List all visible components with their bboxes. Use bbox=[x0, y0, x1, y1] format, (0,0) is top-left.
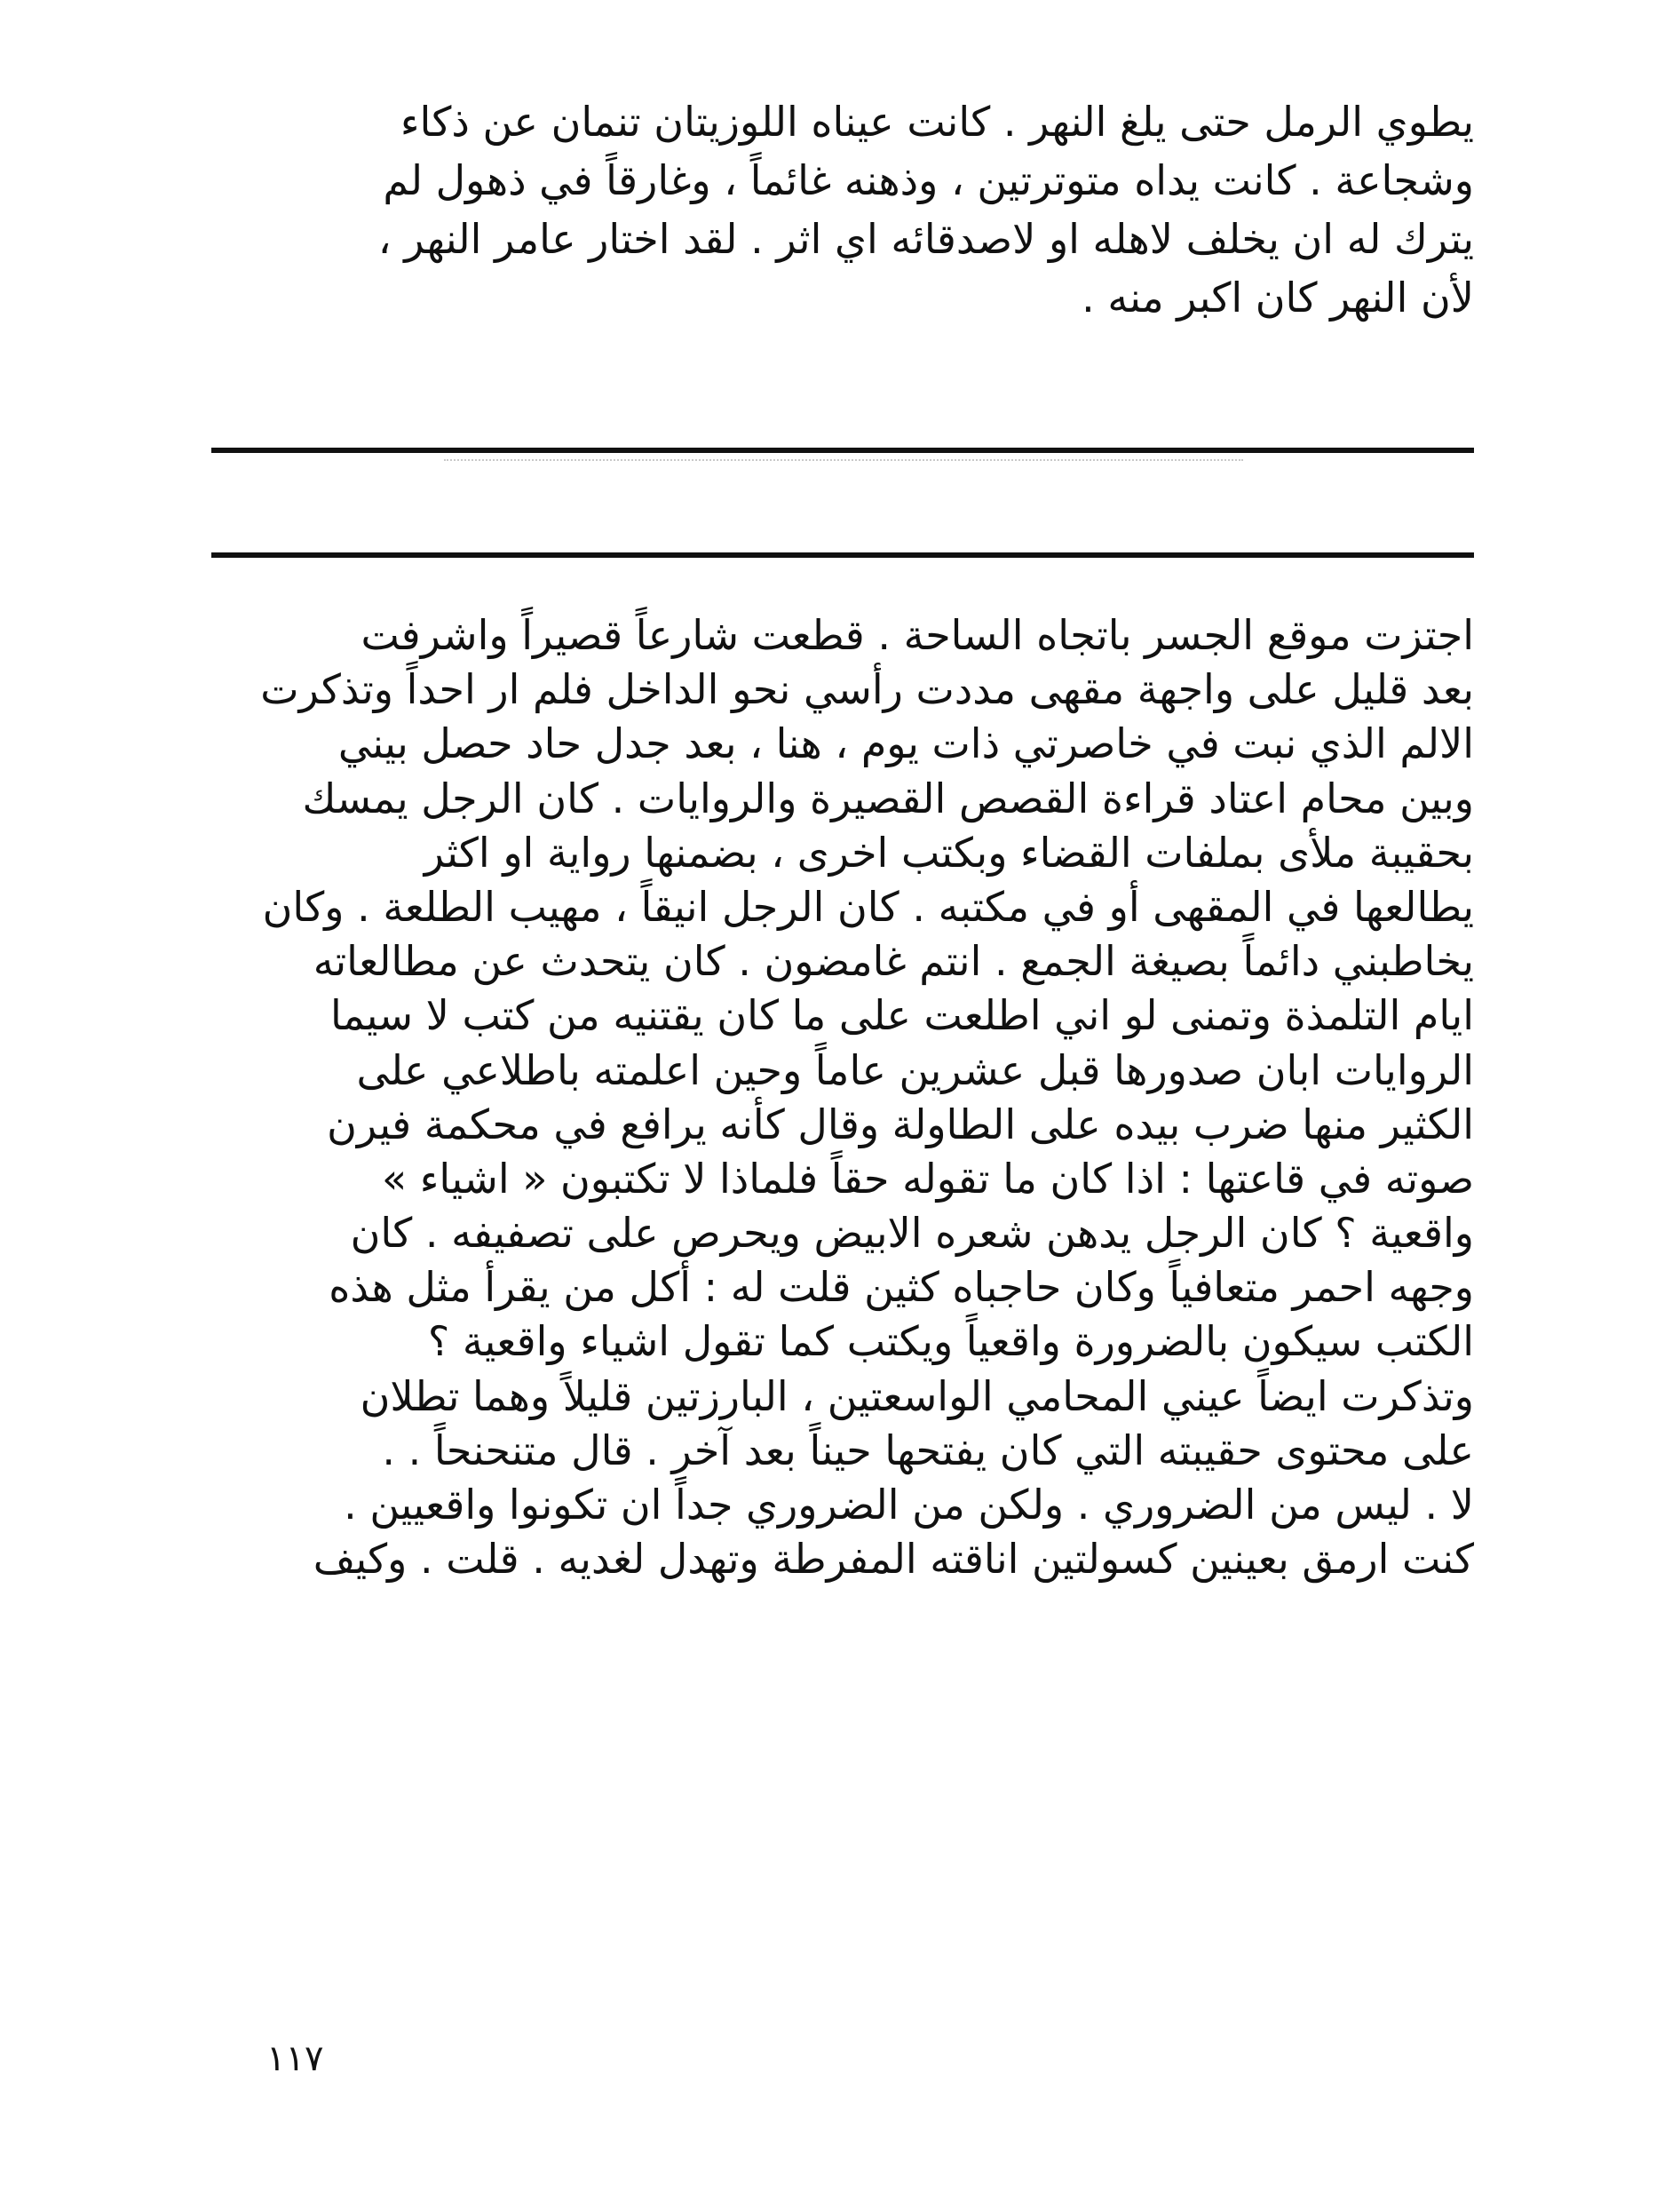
text-line: لأن النهر كان اكبر منه . bbox=[1082, 274, 1474, 322]
text-line: الروايات ابان صدورها قبل عشرين عاماً وحين اعلمته باطلاعي على bbox=[356, 1045, 1474, 1094]
text-line: بحقيبة ملأى بملفات القضاء وبكتب اخرى ، بضمنها رواية او اكثر bbox=[424, 828, 1474, 877]
text-line: بعد قليل على واجهة مقهى مددت رأسي نحو الداخل فلم ار احداً وتذكرت bbox=[260, 665, 1474, 714]
text-line: وجهه احمر متعافياً وكان حاجباه كثين قلت له : أكل من يقرأ مثل هذه bbox=[329, 1263, 1474, 1312]
text-line: وبين محام اعتاد قراءة القصص القصيرة والروايات . كان الرجل يمسك bbox=[302, 774, 1474, 822]
text-line: كنت ارمق بعينين كسولتين اناقته المفرطة وتهدل لغديه . قلت . وكيف bbox=[313, 1535, 1474, 1584]
text-line: على محتوى حقيبته التي كان يفتحها حيناً بعد آخر . قال متنحنحاً . . bbox=[382, 1426, 1474, 1474]
main-paragraph bbox=[231, 613, 1474, 1591]
top-paragraph bbox=[231, 99, 1474, 334]
text-line: يطالعها في المقهى أو في مكتبه . كان الرجل انيقاً ، مهيب الطلعة . وكان bbox=[262, 882, 1474, 931]
text-line: الكثير منها ضرب بيده على الطاولة وقال كأنه يرافع في محكمة فيرن bbox=[327, 1100, 1474, 1148]
text-line: يترك له ان يخلف لاهله او لاصدقائه اي اثر . لقد اختار عامر النهر ، bbox=[377, 215, 1474, 263]
section-divider-top bbox=[211, 448, 1474, 453]
divider-scan-artifact bbox=[444, 459, 1243, 468]
text-line: وشجاعة . كانت يداه متوترتين ، وذهنه غائماً ، وغارقاً في ذهول لم bbox=[383, 156, 1474, 204]
text-line: لا . ليس من الضروري . ولكن من الضروري جداً ان تكونوا واقعيين . bbox=[344, 1481, 1474, 1529]
text-line: الكتب سيكون بالضرورة واقعياً ويكتب كما تقول اشياء واقعية ؟ bbox=[427, 1317, 1474, 1366]
text-line: صوته في قاعتها : اذا كان ما تقوله حقاً فلماذا لا تكتبون « اشياء » bbox=[382, 1154, 1474, 1203]
section-divider-bottom bbox=[211, 552, 1474, 558]
text-line: ايام التلمذة وتمنى لو اني اطلعت على ما كان يقتنيه من كتب لا سيما bbox=[329, 991, 1474, 1040]
text-line: يطوي الرمل حتى يلغ النهر . كانت عيناه اللوزيتان تنمان عن ذكاء bbox=[400, 98, 1474, 146]
text-line: وتذكرت ايضاً عيني المحامي الواسعتين ، البارزتين قليلاً وهما تطلان bbox=[360, 1371, 1474, 1420]
text-line: اجتزت موقع الجسر باتجاه الساحة . قطعت شارعاً قصيراً واشرفت bbox=[361, 611, 1474, 659]
text-line: يخاطبني دائماً بصيغة الجمع . انتم غامضون . كان يتحدث عن مطالعاته bbox=[313, 937, 1474, 986]
page-number: ١١٧ bbox=[266, 2038, 324, 2079]
text-line: الالم الذي نبت في خاصرتي ذات يوم ، هنا ، بعد جدل حاد حصل بيني bbox=[337, 719, 1474, 768]
text-line: واقعية ؟ كان الرجل يدهن شعره الابيض ويحرص على تصفيفه . كان bbox=[350, 1209, 1474, 1258]
